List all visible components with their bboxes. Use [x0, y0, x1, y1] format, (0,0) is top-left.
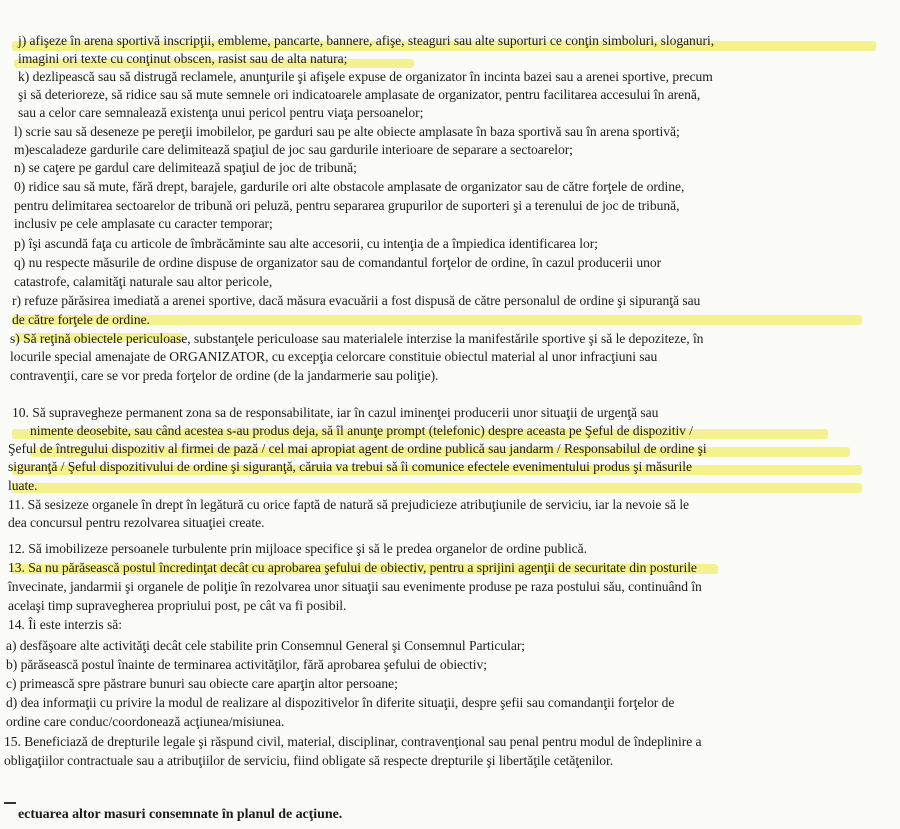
- text-line-14: 14. Îi este interzis să:: [8, 617, 122, 632]
- text-line-10b: nimente deosebite, sau când acestea s-au produs deja, să îl anunţe prompt (telefonic) despre aceasta pe Şeful de dispozitiv /: [30, 423, 693, 438]
- text-line-p: p) îşi ascundă faţa cu articole de îmbrăcăminte sau alte accesorii, cu intenţia de a împiedica identificarea lor;: [14, 236, 598, 251]
- text-line-n: n) se caţere pe gardul care delimitează spaţiul de joc de tribună;: [14, 160, 357, 175]
- text-line-k3: sau a celor care semnalează existenţa unui pericol pentru viaţa persoanelor;: [18, 105, 424, 120]
- text-line-10c: Şeful de întregului dispozitiv al firmei de pază / cel mai apropiat agent de ordine publică sau jandarm / Responsabilul de ordine şi: [8, 441, 707, 456]
- text-line-10a: 10. Să supravegheze permanent zona sa de responsabilitate, iar în cazul iminenţei producerii unor situaţii de urgenţă sau: [12, 405, 659, 420]
- text-line-q1: q) nu respecte măsurile de ordine dispuse de organizator sau de comandantul forţelor de ordine, în cazul producerii unor: [14, 255, 662, 270]
- text-line-o3: inclusiv pe cele amplasate cu caracter temporar;: [14, 216, 273, 231]
- text-line-m: m)escaladeze gardurile care delimitează spaţiul de joc sau gardurile interioare de separare a sectoarelor;: [14, 142, 573, 157]
- highlight-mark: [12, 483, 862, 493]
- text-line-15b: obligaţiilor contractuale sau a atribuţiilor de serviciu, fiind obligate să respecte drepturile şi libertăţile cetăţenilor.: [4, 753, 614, 768]
- text-line-r2: de către forţele de ordine.: [12, 312, 150, 327]
- text-line-14b: b) părăsească postul înainte de terminarea activităţilor, fără aprobarea şefului de obiectiv;: [6, 657, 487, 672]
- text-line-14d1: d) dea informaţii cu privire la modul de realizare al dispozitivelor în diferite situaţii, despre şefii sau comandanţii forţelor de: [6, 695, 675, 710]
- text-line-q2: catastrofe, calamităţi naturale sau altor pericole,: [14, 274, 273, 289]
- text-line-14d2: ordine care conduc/coordonează acţiunea/misiunea.: [6, 714, 285, 729]
- text-line-j2: imagini ori texte cu conţinut obscen, rasist sau de alta natura;: [18, 51, 348, 66]
- text-line-l: l) scrie sau să deseneze pe pereţii imobilelor, pe garduri sau pe alte obiecte amplasate în baza sportivă sau în arena sportivă;: [14, 124, 680, 139]
- text-line-13a: 13. Sa nu părăsească postul încredinţat decât cu aprobarea şefului de obiectiv, pentru a sprijini agenţii de securitate din posturile: [8, 560, 697, 575]
- text-line-11a: 11. Să sesizeze organele în drept în legătură cu orice faptă de natură să prejudicieze atribuţiunile de serviciu, iar la nevoie să le: [8, 497, 690, 512]
- text-line-14c: c) primească spre păstrare bunuri sau obiecte care aparţin altor persoane;: [6, 676, 398, 691]
- text-line-k1: k) dezlipească sau să distrugă reclamele, anunţurile şi afişele expuse de organizator în incinta bazei sau a arenei sportive, precum: [18, 69, 713, 84]
- text-line-k2: şi să deterioreze, să ridice sau să mute semnele ori indicatoarele amplasate de organizator, pentru facilitarea accesului în arenă,: [18, 87, 701, 102]
- text-line-j1: j) afişeze în arena sportivă inscripţii, embleme, pancarte, bannere, afişe, steaguri sau alte suporturi ce conţin simboluri, sloganuri,: [18, 33, 715, 48]
- text-line-s3: contravenţii, care se vor preda forţelor de ordine (de la jandarmerie sau poliţie).: [10, 368, 439, 383]
- text-line-13b: învecinate, jandarmii şi organele de poliţie în rezolvarea unor situaţii sau evenimente produse pe raza postului său, continuând în: [8, 579, 702, 594]
- text-line-r1: r) refuze părăsirea imediată a arenei sportive, dacă măsura evacuării a fost dispusă de către personalul de ordine şi sipuranţă sau: [12, 293, 701, 308]
- text-line-12: 12. Să imobilizeze persoanele turbulente prin mijloace specifice şi să le predea organelor de ordine publică.: [8, 541, 587, 556]
- dash-mark: [4, 802, 16, 804]
- text-line-11b: dea concursul pentru rezolvarea situaţiei create.: [8, 515, 265, 530]
- text-line-o1: 0) ridice sau să mute, fără drept, barajele, gardurile ori alte obstacole amplasate de organizator sau de către forţele de ordine,: [14, 179, 685, 194]
- text-line-15a: 15. Beneficiază de drepturile legale şi răspund civil, material, disciplinar, contravenţional sau penal pentru modul de îndeplinire a: [4, 734, 702, 749]
- text-line-13c: acelaşi timp supravegherea propriului post, pe cât va fi posibil.: [8, 598, 347, 613]
- text-line-footer: ectuarea altor masuri consemnate în planul de acţiune.: [18, 807, 343, 822]
- text-line-s1: s) Să reţină obiectele periculoase, substanţele periculoase sau materialele interzise la manifestările sportive şi să le depoziteze, în: [10, 331, 704, 346]
- text-line-s2: locurile special amenajate de ORGANIZATOR, cu excepţia celorcare constituie obiectul material al unor infracţiuni sau: [10, 349, 658, 364]
- text-line-10e: luate.: [8, 478, 38, 493]
- text-line-14a: a) desfăşoare alte activităţi decât cele stabilite prin Consemnul General şi Consemnul Particular;: [6, 638, 526, 653]
- text-line-o2: pentru delimitarea sectoarelor de tribună ori peluză, pentru separarea grupurilor de suporteri şi a terenului de joc de tribună,: [14, 198, 680, 213]
- text-line-10d: siguranţă / Şeful dispozitivului de ordine şi siguranţă, căruia va trebui să îi comunice efectele evenimentului produs şi măsurile: [8, 459, 692, 474]
